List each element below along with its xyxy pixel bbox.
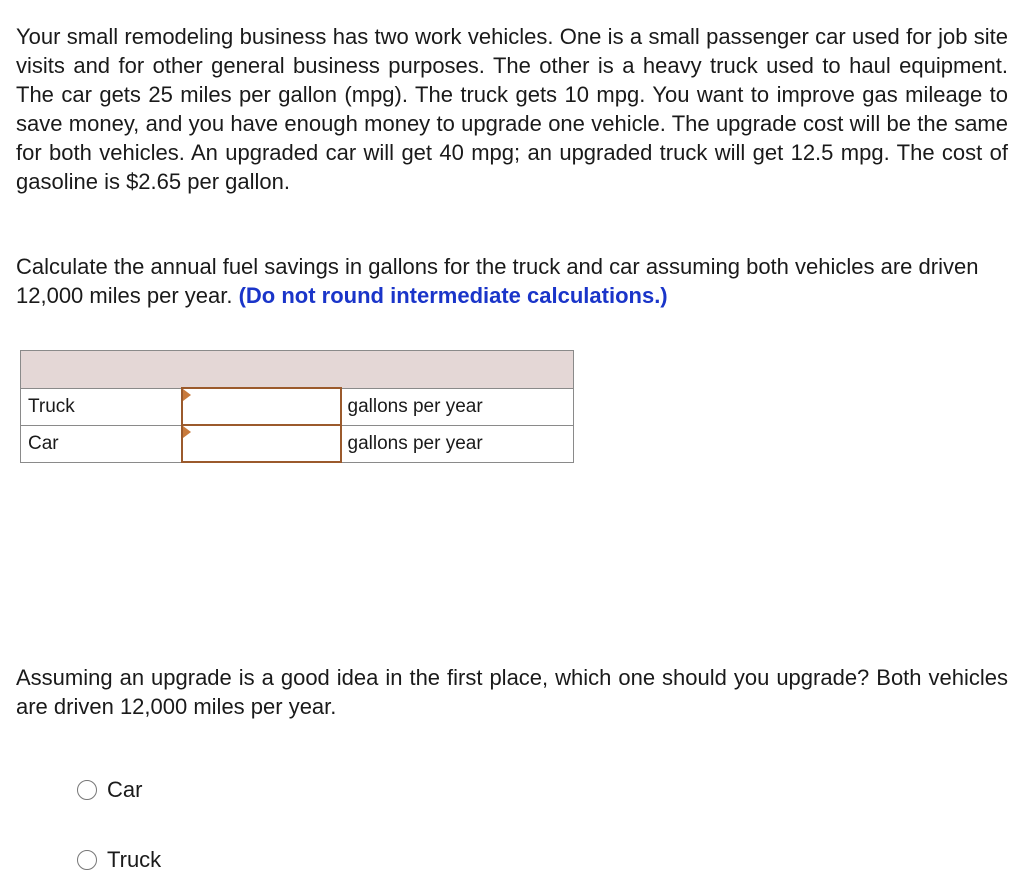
radio-button-car[interactable] (77, 780, 97, 800)
option-car[interactable] (77, 775, 161, 805)
input-marker-icon (183, 426, 191, 438)
table-row-truck (21, 388, 574, 425)
answer-table (20, 350, 574, 463)
unit-label-truck: gallons per year (341, 388, 574, 425)
option-label-truck: Truck (107, 847, 162, 872)
question-which-upgrade: Assuming an upgrade is a good idea in the first place, which one should you upgrade? Both vehicles are driven 12,000 miles per year. (16, 665, 1008, 719)
radio-button-truck[interactable] (77, 850, 97, 870)
table-row-car (21, 425, 574, 462)
truck-input-cell (182, 388, 341, 425)
row-label-truck: Truck (21, 388, 182, 425)
answer-options (77, 775, 161, 875)
unit-label-car: gallons per year (341, 425, 574, 462)
option-label-car: Car (107, 777, 143, 802)
question-fuel-savings (16, 252, 1008, 310)
option-truck[interactable] (77, 845, 161, 875)
car-gallons-input[interactable] (183, 427, 340, 460)
truck-gallons-input[interactable] (183, 390, 340, 423)
table-header-row (21, 351, 574, 389)
problem-statement: Your small remodeling business has two work vehicles. One is a small passenger car used for job site visits and for other general business purposes. The other is a heavy truck used to haul equipment. The car gets 25 miles per gallon (mpg). The truck gets 10 mpg. You want to improve gas mileage to save money, and you have enough money to upgrade one vehicle. The upgrade cost will be the same for both vehicles. An upgraded car will get 40 mpg; an upgraded truck will get 12.5 mpg. The cost of gasoline is $2.65 per gallon. (16, 24, 1008, 194)
car-input-cell (182, 425, 341, 462)
question-fuel-savings-text: Calculate the annual fuel savings in gallons for the truck and car assuming both vehicles are driven 12,000 miles per year. (16, 254, 979, 308)
rounding-instruction: (Do not round intermediate calculations.) (238, 283, 668, 308)
input-marker-icon (183, 389, 191, 401)
row-label-car: Car (21, 425, 182, 462)
table-header-cell (21, 351, 574, 389)
